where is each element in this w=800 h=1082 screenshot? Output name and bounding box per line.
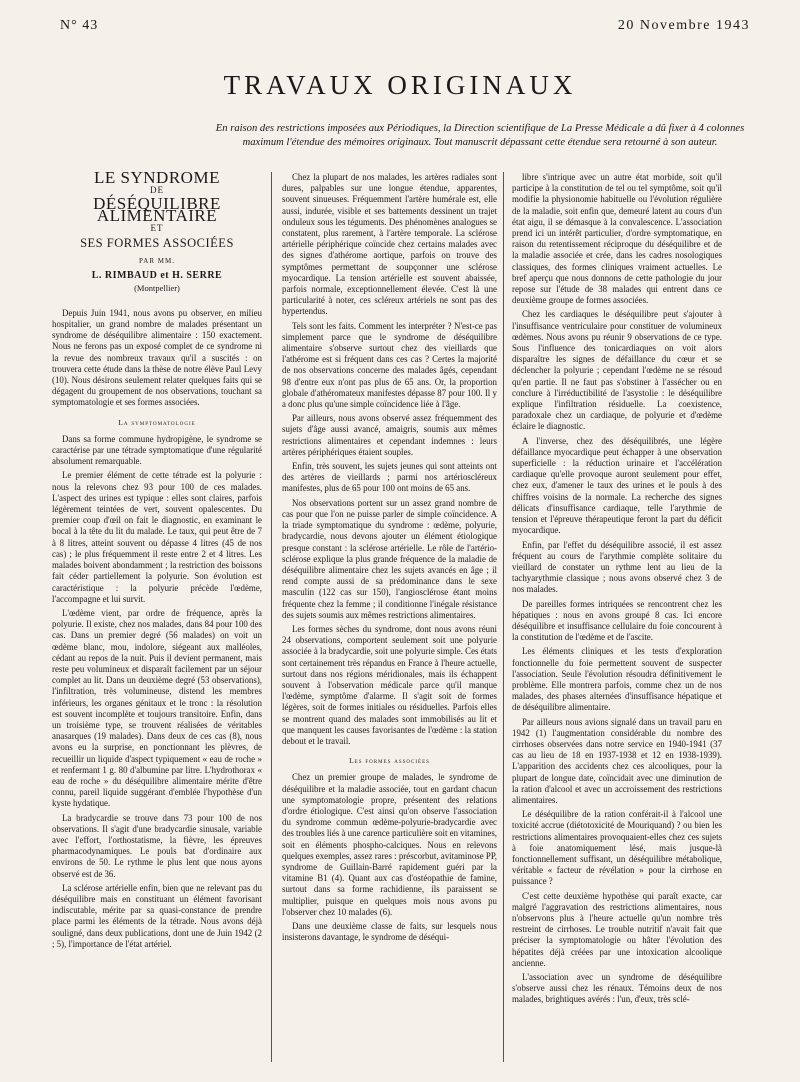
page-title: TRAVAUX ORIGINAUX xyxy=(223,70,577,100)
article-title-et: ET xyxy=(150,222,164,233)
paragraph: Chez un premier groupe de malades, le syndrome de déséquilibre et la maladie associée, tout en gardant chacun une symptomatologie propre, présentent des relations d'ordre étiologique. C'est ainsi qu'on observe l'association du syndrome commun œdème-polyurie-bradycardie avec des troubles liés à une carence particulière soit en vitamines, soit en éléments phospho-calciques. Nous en relevons quelques exemples, assez rares : préscorbut, avitaminose PP, syndrome de Guillain-Barré rapidement guéri par la vitamine B1 (4). Quant aux cas d'ostéopathie de famine, surtout dans sa forme rachidienne, ils paraissent se multiplier, puisque en quelques mois nous avons pu l'observer chez 10 malades (6). xyxy=(282,772,497,917)
column-3 xyxy=(512,172,722,1009)
paragraph: C'est cette deuxième hypothèse qui paraît exacte, car malgré l'aggravation des restrictions alimentaires, nous n'observons plus à l'heure actuelle qu'un nombre très restreint de cirrhoses. Le trouble nutritif n'avait fait que préciser la symptomatologie ou hâter l'évolution des hépatites déjà créées par une intoxication alcoolique ancienne. xyxy=(512,890,722,968)
paragraph: Enfin, très souvent, les sujets jeunes qui sont atteints ont des artères de vieillards ; parmi nos artérioscléreux manifestes, plus de 65 pour 100 ont moins de 65 ans. xyxy=(282,461,497,494)
issue-number: N° 43 xyxy=(60,18,99,33)
paragraph: De pareilles formes intriquées se rencontrent chez les hépatiques : nous en avons groupé 8 cas. Ici encore déséquilibre et insuffisance cellulaire du foie concourent à la constitution de l'œdème et de l'ascite. xyxy=(512,598,722,643)
section-heading-symptomatologie: La symptomatologie xyxy=(118,417,196,427)
by-label: PAR MM. xyxy=(139,257,175,266)
paragraph: Dans sa forme commune hydropigène, le syndrome se caractérise par une tétrade symptomatique d'une régularité absolument remarquable. xyxy=(52,433,262,467)
paragraph: Chez les cardiaques le déséquilibre peut s'ajouter à l'insuffisance ventriculaire pour constituer de volumineux œdèmes. Nous avons pu réunir 9 observations de ce type. Sous l'influence des tonicardiaques on voit alors disparaître les signes de défaillance du cœur et se déclencher la polyurie ; cependant l'œdème ne se résoud qu'en partie. Il ne faut pas s'obstiner à l'assécher ou en conclure à l'irréductibilité de l'asystolie : le déséquilibre explique l'infiltration résiduelle. La coexistence, paradoxale chez un cardiaque, de polyurie et d'œdème éclaire le diagnostic. xyxy=(512,309,722,432)
column-divider xyxy=(503,172,504,1062)
paragraph: Dans une deuxième classe de faits, sur lesquels nous insisterons davantage, le syndrome de déséqui- xyxy=(282,921,497,943)
paragraph: libre s'intrique avec un autre état morbide, soit qu'il participe à la constitution de tel ou tel symptôme, soit qu'il modifie la physionomie habituelle ou l'évolution régulière de la maladie, soit enfin que, demeuré latent au cours d'un état aigu, il se démasque à la convalescence. L'association prend ici un intérêt particulier, d'ordre symptomatique, en raison du retentissement réciproque du déséquilibre et de la maladie associée et crée, dans les cadres nosologiques classiques, des formes cliniques vraiment actuelles. Le bref aperçu que nous donnons de cette pathologie du jour repose sur l'étude de 38 malades qui entrent dans ce deuxième groupe de formes associées. xyxy=(512,172,722,306)
column-divider xyxy=(271,172,272,1062)
paragraph: Le déséquilibre de la ration conférait-il à l'alcool une toxicité accrue (diétotoxicité de Mouriquand) ? ou bien les restrictions alimentaires provoquaient-elles chez ces sujets à foie anatomiquement lésé, mais jusque-là fonctionnellement suffisant, un déséquilibre métabolique, véritable « facteur de révélation » pour la cirrhose en puissance ? xyxy=(512,809,722,887)
article-title-line1: LE SYNDROME xyxy=(94,168,220,187)
paragraph: Chez la plupart de nos malades, les artères radiales sont dures, palpables sur une longue étendue, apparentes, souvent sinueuses. Fréquemment l'artère humérale est, elle aussi, indurée, visible et ses battements dessinent un trajet onduleux sous les téguments. Des phénomènes analogues se constatent, plus rarement, à l'artère temporale. La sclérose artérielle périphérique coïncide chez certains malades avec des signes d'athérome aortique, parfois on trouve des symptômes permettant de soupçonner une sclérose myocardique. La tension artérielle est souvent abaissée, parfois normale, exceptionnellement élevée. C'est là une particularité à noter, ces scléreux artériels ne sont pas des hypertendus. xyxy=(282,172,497,317)
paragraph: Par ailleurs nous avions signalé dans un travail paru en 1942 (1) l'augmentation considérable du nombre des cirrhoses observées dans notre service en 1940-1941 (37 cas au lieu de 18 en 1937-1938 et 12 en 1938-1939). L'apparition des accidents chez ces alcooliques, pour la plupart de longue date, coïncidait avec une diminution de la ration d'alcool et avec un accroissement des restrictions alimentaires. xyxy=(512,716,722,805)
authors: L. RIMBAUD et H. SERRE xyxy=(91,270,223,282)
column-1 xyxy=(52,168,262,953)
section-heading-formes-associees: Les formes associées xyxy=(349,756,430,766)
article-title-line2: DÉSÉQUILIBRE ALIMENTAIRE xyxy=(93,194,221,225)
article-title-de: DE xyxy=(150,185,164,196)
paragraph: L'association avec un syndrome de déséquilibre s'observe aussi chez les rénaux. Témoins deux de nos malades, brightiques avérés : l'un, d'eux, très sclé- xyxy=(512,972,722,1005)
paragraph: Nos observations portent sur un assez grand nombre de cas pour que l'on ne puisse parler de simple coïncidence. A la triade symptomatique du syndrome : œdème, polyurie, bradycardie, nous devons ajouter un élément étiologique presque constant : la sclérose artérielle. Le rôle de l'artério-sclérose explique la plus grande fréquence de la maladie de déséquilibre alimentaire chez les sujets avancés en âge ; il rend compte aussi de sa prédominance dans le sexe masculin (122 cas sur 150), l'angiosclérose étant moins fréquente chez la femme ; il conditionne l'inégale résistance des sujets soumis aux mêmes restrictions alimentaires. xyxy=(282,497,497,620)
paragraph: La bradycardie se trouve dans 73 pour 100 de nos observations. Il s'agit d'une bradycardie sinusale, variable avec l'effort, l'orthostatisme, la fièvre, les épreuves pharmacodynamiques. Le pouls bat d'ordinaire aux environs de 50. Le rythme le plus lent que nous ayons observé est de 36. xyxy=(52,812,262,879)
paragraph: Depuis Juin 1941, nous avons pu observer, en milieu hospitalier, un grand nombre de malades présentant un syndrome de déséquilibre alimentaire : 150 exactement. Nous ne ferons pas un exposé complet de ce syndrome ni la revue des nombreux travaux qu'il a suscités : on trouvera cette étude dans la thèse de notre élève Paul Levy (10). Nous désirons seulement relater quelques faits qui se dégagent du groupement de nos observations, touchant sa symptomatologie et ses formes associées. xyxy=(52,307,262,408)
affiliation: (Montpellier) xyxy=(134,282,180,293)
editorial-notice: En raison des restrictions imposées aux Périodiques, la Direction scientifique de La Presse Médicale a dû fixer à 4 colonnes maximum l'étendue des mémoires originaux. Tout manuscrit dépassant cette étendue sera retourné à son auteur. xyxy=(215,123,745,148)
paragraph: Enfin, par l'effet du déséquilibre associé, il est assez fréquent au cours de l'arythmie complète solitaire du vieillard de constater un rythme lent au lieu de la tachyarythmie classique ; nous avons observé chez 3 de nos malades. xyxy=(512,539,722,595)
paragraph: L'œdème vient, par ordre de fréquence, après la polyurie. Il existe, chez nos malades, dans 84 pour 100 des cas. Dans un premier degré (56 malades) on voit un œdème blanc, mou, indolore, siégeant aux malléoles, cédant au repos de la nuit. Puis il devient permanent, mais reste peu volumineux et disparaît facilement par un séjour complet au lit. Dans un deuxième degré (53 observations), l'infiltration, très volumineuse, distend les membres inférieurs, les organes génitaux et le tronc : la résolution est souvent incomplète et toujours transitoire. Enfin, dans un troisième type, se trouvent réalisées de véritables anasarques (19 malades). Dans deux de ces cas (8), nous avons eu la surprise, en ponctionnant les plèvres, de recueillir un liquide d'aspect typiquement « eau de roche » et renfermant 1 g. 80 d'albumine par litre. L'hydrothorax « eau de roche » du déséquilibre alimentaire mérite d'être connu, pareil liquide suggérant d'emblée l'hypothèse d'un kyste hydatique. xyxy=(52,607,262,809)
article-title-line3: SES FORMES ASSOCIÉES xyxy=(80,236,234,251)
paragraph: Les éléments cliniques et les tests d'exploration fonctionnelle du foie permettent souvent de suspecter l'association. Seule l'évolution résoudra définitivement le problème. Elle montrera parfois, comme chez un de nos malades, des phases alternées d'insuffisance hépatique et de déséquilibre alimentaire. xyxy=(512,646,722,713)
paragraph: A l'inverse, chez des déséquilibrés, une légère défaillance myocardique peut échapper à une observation superficielle : la réduction urinaire et l'accélération cardiaque qu'elle provoque auront seulement pour effet, chez eux, d'amener le taux des urines et le pouls à des chiffres voisins de la normale. La recherche des signes délicats d'insuffisance cardiaque, telle l'arythmie de tension et l'épreuve thérapeutique feront la part du déficit myocardique. xyxy=(512,435,722,536)
paragraph: La sclérose artérielle enfin, bien que ne relevant pas du déséquilibre mais en constituant un élément favorisant indiscutable, mérite par sa quasi-constance de prendre place parmi les éléments de la tétrade. Nous avons déjà souligné, dans deux publications, dont une de Juin 1942 (2 ; 5), l'importance de l'état artériel. xyxy=(52,882,262,949)
paragraph: Par ailleurs, nous avons observé assez fréquemment des sujets d'âge aussi avancé, amaigris, soumis aux mêmes restrictions alimentaires et cependant indemnes : leurs artères périphériques étaient souples. xyxy=(282,413,497,457)
column-2 xyxy=(282,172,497,946)
paragraph: Les formes sèches du syndrome, dont nous avons réuni 24 observations, comportent seulement soit une polyurie associée à la bradycardie, soit une polyurie simple. Ces états sont certainement très répandus en France à l'heure actuelle, surtout dans nos régions méridionales, mais ils échappent souvent à l'observation médicale parce qu'il manque l'œdème, symptôme d'alarme. Il s'agit soit de formes légères, soit de formes initiales ou résiduelles. Parfois elles se montrent quand des malades sont immobilisés au lit et que manquent les causes favorisantes de l'œdème : la station debout et le travail. xyxy=(282,623,497,746)
paragraph: Tels sont les faits. Comment les interpréter ? N'est-ce pas simplement parce que le syndrome de déséquilibre alimentaire s'observe surtout chez des vieillards que l'athérome est si fréquent dans ces cas ? Certes la majorité de nos observations concerne des malades âgés, cependant 98 d'entre eux n'ont pas plus de 65 ans. Or, la proportion globale d'athéromateux manifestes dépasse 87 pour 100. Il y a donc plus qu'une simple coïncidence liée à l'âge. xyxy=(282,320,497,410)
issue-date: 20 Novembre 1943 xyxy=(617,18,750,33)
paragraph: Le premier élément de cette tétrade est la polyurie : nous la relevons chez 93 pour 100 de ces malades. L'aspect des urines est typique : elles sont claires, parfois légèrement teintées de vert, souvent opalescentes. Du premier coup d'œil on fait le diagnostic, en examinant le bocal à la tête du lit du malade. Le taux, qui peut être de 7 à 8 litres, atteint souvent ou dépasse 4 litres (45 de nos cas) ; le plus fréquemment il reste entre 2 et 4 litres. Les malades boivent abondamment ; la restriction des boissons fait céder partiellement la polyurie. Son évolution est caractéristique : la polyurie précède l'œdème, l'accompagne et lui survit. xyxy=(52,470,262,604)
